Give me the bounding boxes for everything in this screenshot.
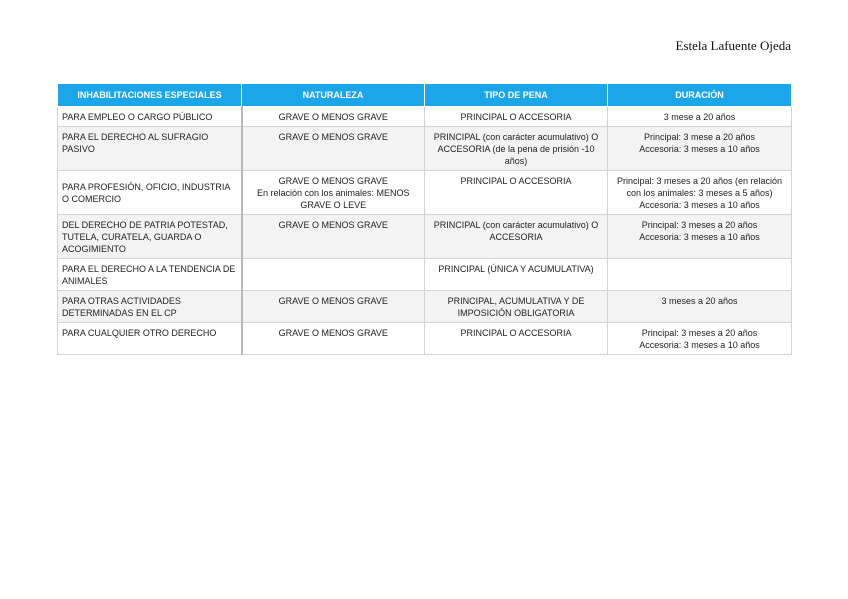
cell-duracion-line: Accesoria: 3 meses a 10 años	[639, 200, 760, 210]
cell-duracion-line: Accesoria: 3 meses a 10 años	[639, 144, 760, 154]
table-row	[58, 107, 792, 127]
cell-naturaleza	[242, 291, 425, 323]
cell-tipo-de-pena-line: PRINCIPAL (ÚNICA Y ACUMULATIVA)	[438, 264, 594, 274]
cell-duracion	[608, 171, 792, 215]
cell-tipo-de-pena-line: PRINCIPAL O ACCESORIA	[460, 112, 572, 122]
cell-duracion	[608, 291, 792, 323]
document-author: Estela Lafuente Ojeda	[675, 38, 791, 53]
inhabilitaciones-table	[57, 83, 792, 355]
cell-naturaleza-line: En relación con los animales: MENOS GRAVE O LEVE	[256, 188, 410, 210]
table-row	[58, 171, 792, 215]
cell-tipo-de-pena	[425, 215, 608, 259]
cell-duracion-line: Accesoria: 3 meses a 10 años	[639, 232, 760, 242]
cell-naturaleza	[242, 323, 425, 355]
cell-naturaleza-line: GRAVE O MENOS GRAVE	[278, 328, 388, 338]
column-header-tipo-de-pena: TIPO DE PENA	[425, 84, 608, 107]
cell-tipo-de-pena	[425, 127, 608, 171]
cell-duracion	[608, 323, 792, 355]
column-header-inhabilitaciones: INHABILITACIONES ESPECIALES	[58, 84, 242, 107]
cell-naturaleza-line: GRAVE O MENOS GRAVE	[278, 112, 388, 122]
cell-duracion-line: Principal: 3 meses a 20 años	[641, 328, 758, 338]
cell-naturaleza-line: GRAVE O MENOS GRAVE	[278, 220, 388, 230]
cell-duracion-line: Principal: 3 meses a 20 años	[641, 220, 758, 230]
cell-tipo-de-pena	[425, 291, 608, 323]
cell-duracion	[608, 127, 792, 171]
cell-duracion-line: Principal: 3 meses a 20 años (en relación con los animales: 3 meses a 5 años)	[616, 176, 783, 198]
cell-tipo-de-pena	[425, 171, 608, 215]
cell-inhabilitacion: PARA PROFESIÓN, OFICIO, INDUSTRIA O COMERCIO	[58, 171, 242, 215]
cell-tipo-de-pena-line: PRINCIPAL, ACUMULATIVA Y DE IMPOSICIÓN OBLIGATORIA	[447, 296, 585, 318]
cell-naturaleza	[242, 171, 425, 215]
cell-tipo-de-pena-line: PRINCIPAL (con carácter acumulativo) O ACCESORIA (de la pena de prisión -10 años)	[433, 132, 599, 166]
cell-tipo-de-pena	[425, 259, 608, 291]
cell-tipo-de-pena-line: PRINCIPAL O ACCESORIA	[460, 176, 572, 186]
cell-tipo-de-pena	[425, 107, 608, 127]
cell-duracion-line: 3 meses a 20 años	[661, 296, 738, 306]
cell-inhabilitacion: PARA OTRAS ACTIVIDADES DETERMINADAS EN EL CP	[58, 291, 242, 323]
cell-duracion-line: Accesoria: 3 meses a 10 años	[639, 340, 760, 350]
table-row	[58, 291, 792, 323]
cell-naturaleza	[242, 127, 425, 171]
cell-naturaleza-line: GRAVE O MENOS GRAVE	[278, 296, 388, 306]
cell-tipo-de-pena-line: PRINCIPAL O ACCESORIA	[460, 328, 572, 338]
table-body	[58, 107, 792, 355]
cell-naturaleza	[242, 107, 425, 127]
table-header-row	[58, 84, 792, 107]
table-row	[58, 215, 792, 259]
cell-naturaleza	[242, 259, 425, 291]
cell-inhabilitacion: PARA EL DERECHO A LA TENDENCIA DE ANIMALES	[58, 259, 242, 291]
cell-tipo-de-pena	[425, 323, 608, 355]
cell-inhabilitacion: PARA EL DERECHO AL SUFRAGIO PASIVO	[58, 127, 242, 171]
cell-duracion	[608, 107, 792, 127]
cell-naturaleza-line: GRAVE O MENOS GRAVE	[278, 176, 388, 186]
cell-tipo-de-pena-line: PRINCIPAL (con carácter acumulativo) O ACCESORIA	[433, 220, 599, 242]
cell-naturaleza-line: GRAVE O MENOS GRAVE	[278, 132, 388, 142]
cell-duracion	[608, 259, 792, 291]
cell-duracion	[608, 215, 792, 259]
cell-inhabilitacion: PARA CUALQUIER OTRO DERECHO	[58, 323, 242, 355]
cell-duracion-line: Principal: 3 mese a 20 años	[643, 132, 756, 142]
table-row	[58, 259, 792, 291]
cell-inhabilitacion: PARA EMPLEO O CARGO PÚBLICO	[58, 107, 242, 127]
cell-inhabilitacion: DEL DERECHO DE PATRIA POTESTAD, TUTELA, CURATELA, GUARDA O ACOGIMIENTO	[58, 215, 242, 259]
table-row	[58, 323, 792, 355]
cell-naturaleza	[242, 215, 425, 259]
column-header-duracion: DURACIÓN	[608, 84, 792, 107]
column-header-naturaleza: NATURALEZA	[242, 84, 425, 107]
cell-duracion-line: 3 mese a 20 años	[663, 112, 736, 122]
table-row	[58, 127, 792, 171]
